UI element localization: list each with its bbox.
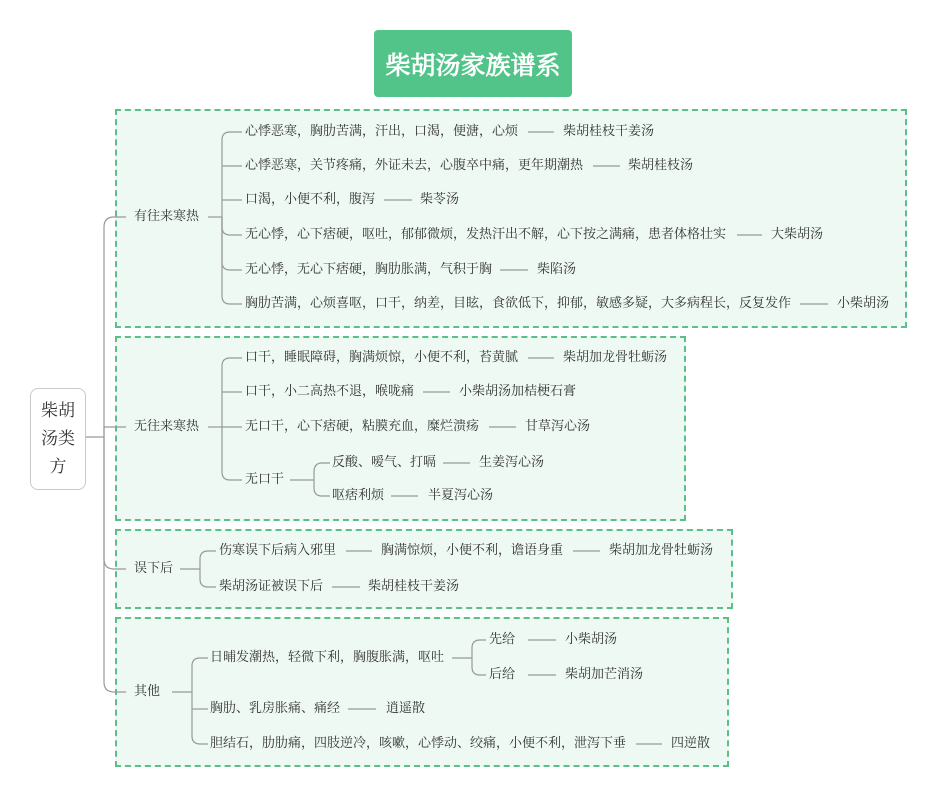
formula-text[interactable]: 大柴胡汤 [771,227,824,242]
formula-text[interactable]: 柴胡加龙骨牡蛎汤 [609,543,714,558]
formula-text[interactable]: 柴胡桂枝干姜汤 [368,579,460,594]
formula-text[interactable]: 柴胡加龙骨牡蛎汤 [563,350,668,365]
root-node[interactable]: 柴胡汤类方 [30,388,86,490]
step-label[interactable]: 后给 [489,667,516,682]
symptom-text[interactable]: 无口干，心下痞硬，粘膜充血，糜烂溃疡 [245,419,480,434]
symptom-text[interactable]: 无心悸，心下痞硬，呕吐，郁郁微烦，发热汗出不解，心下按之满痛，患者体格壮实 [245,227,727,242]
diagram-title: 柴胡汤家族谱系 [374,30,572,97]
symptom-text[interactable]: 反酸、嗳气、打嗝 [332,455,437,470]
formula-text[interactable]: 小柴胡汤 [565,632,618,647]
formula-text[interactable]: 柴胡加芒消汤 [565,667,644,682]
symptom-text[interactable]: 口干，睡眠障碍，胸满烦惊，小便不利，苔黄腻 [245,350,519,365]
formula-text[interactable]: 逍遥散 [386,701,426,716]
formula-text[interactable]: 甘草泻心汤 [525,419,591,434]
symptom-text[interactable]: 胸肋苦满，心烦喜呕，口干，纳差，目眩，食欲低下，抑郁，敏感多疑，大多病程长，反复发作 [245,296,792,311]
symptom-text[interactable]: 心悸恶寒，关节疼痛，外证未去，心腹卒中痛，更年期潮热 [245,158,584,173]
category-label-4[interactable]: 其他 [134,684,161,699]
symptom-text[interactable]: 胸肋、乳房胀痛、痛经 [210,701,341,716]
symptom-text[interactable]: 伤寒误下后病入邪里 [219,543,337,558]
symptom-text[interactable]: 呕痞利烦 [332,488,385,503]
formula-text[interactable]: 四逆散 [671,736,711,751]
symptom-text[interactable]: 口渴，小便不利，腹泻 [245,192,376,207]
formula-text[interactable]: 柴苓汤 [420,192,460,207]
formula-text[interactable]: 柴陷汤 [537,262,577,277]
symptom-text[interactable]: 日晡发潮热，轻微下利，胸腹胀满，呕吐 [210,650,445,665]
formula-text[interactable]: 小柴胡汤加桔梗石膏 [459,384,577,399]
sub-category-label[interactable]: 无口干 [245,472,285,487]
formula-text[interactable]: 柴胡桂枝汤 [628,158,694,173]
symptom-text[interactable]: 胸满惊烦，小便不利，谵语身重 [381,543,564,558]
symptom-text[interactable]: 口干，小二高热不退，喉咙痛 [245,384,415,399]
category-label-1[interactable]: 有往来寒热 [134,209,200,224]
category-label-3[interactable]: 误下后 [134,561,174,576]
group-box-3 [115,529,733,609]
symptom-text[interactable]: 心悸恶寒，胸肋苦满，汗出，口渴，便溏，心烦 [245,124,519,139]
formula-text[interactable]: 小柴胡汤 [837,296,890,311]
formula-text[interactable]: 半夏泻心汤 [428,488,494,503]
symptom-text[interactable]: 胆结石，肋肋痛，四肢逆冷，咳嗽，心悸动、绞痛，小便不利，泄泻下垂 [210,736,627,751]
category-label-2[interactable]: 无往来寒热 [134,419,200,434]
formula-text[interactable]: 柴胡桂枝干姜汤 [563,124,655,139]
formula-text[interactable]: 生姜泻心汤 [479,455,545,470]
symptom-text[interactable]: 无心悸，无心下痞硬，胸肋胀满，气积于胸 [245,262,493,277]
symptom-text[interactable]: 柴胡汤证被误下后 [219,579,324,594]
step-label[interactable]: 先给 [489,632,516,647]
